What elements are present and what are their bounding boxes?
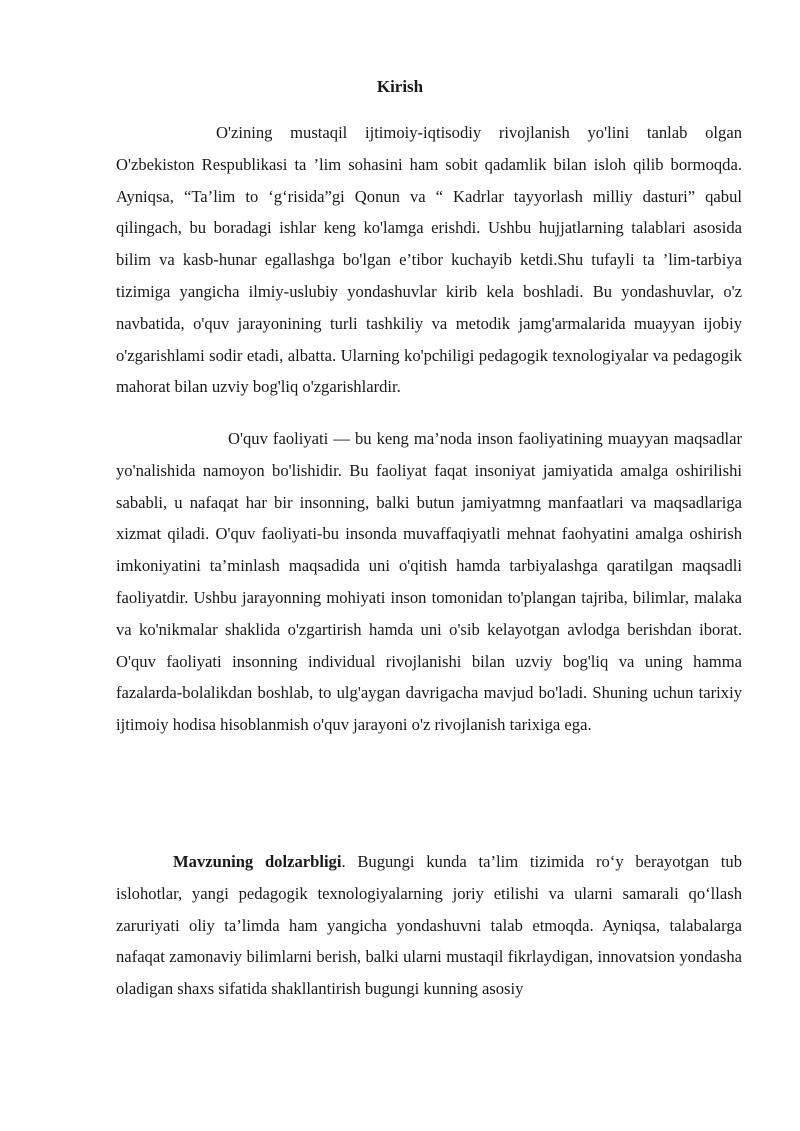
relevance-text: . Bugungi kunda ta’lim tizimida ro‘y berayotgan tub islohotlar, yangi pedagogik texnologiyalarning joriy etilishi va ularni samarali qo‘llash zaruriyati oliy ta’limda ham yangicha yondashuvni talab etmoqda. Ayniqsa, talabalarga nafaqat zamonaviy bilimlarni berish, balki ularni mustaqil fikrlaydigan, innovatsion yondasha oladigan shaxs sifatida shakllantirish bugungi kunning asosiy bbox=[116, 852, 742, 999]
relevance-heading: Mavzuning dolzarbligi bbox=[173, 852, 342, 871]
paragraph-learning-activity: O'quv faoliyati — bu keng ma’noda inson faoliyatining muayyan maqsadlar yo'nalishida namoyon bo'lishidir. Bu faoliyat faqat insoniyat jamiyatida amalga oshirilishi sababli, u nafaqat har bir insonning, balki butun jamiyatmng manfaatlari va maqsadlariga xizmat qiladi. O'quv faoliyati-bu insonda muvaffaqiyatli mehnat faohyatini amalga oshirish imkoniyatini ta’minlash maqsadida uni o'qitish hamda tarbiyalashga qaratilgan maqsadli faoliyatdir. Ushbu jarayonning mohiyati inson tomonidan to'plangan tajriba, bilimlar, malaka va ko'nikmalar shaklida o'zgartirish hamda uni o'sib kelayotgan avlodga berishdan iborat. O'quv faoliyati insonning individual rivojlanishi bilan uzviy bog'liq va uning hamma fazalarda-bolalikdan boshlab, to ulg'aygan davrigacha mavjud bo'ladi. Shuning uchun tarixiy ijtimoiy hodisa hisoblanmish o'quv jarayoni o'z rivojlanish tarixiga ega. bbox=[116, 429, 742, 735]
paragraph-relevance bbox=[116, 846, 742, 1005]
paragraph-intro: O'zining mustaqil ijtimoiy-iqtisodiy rivojlanish yo'lini tanlab olgan O'zbekiston Respublikasi ta ’lim sohasini ham sobit qadamlik bilan isloh qilib bormoqda. Ayniqsa, “Ta’lim to ‘g‘risida”gi Qonun va “ Kadrlar tayyorlash milliy dasturi” qabul qilingach, bu boradagi ishlar keng ko'lamga erishdi. Ushbu hujjatlarning talablari asosida bilim va kasb-hunar egallashga bo'lgan e’tibor kuchayib ketdi.Shu tufayli ta ’lim-tarbiya tizimiga yangicha ilmiy-uslubiy yondashuvlar kirib kela boshladi. Bu yondashuvlar, o'z navbatida, o'quv jarayonining turli tashkiliy va metodik jamg'armalarida muayyan ijobiy o'zgarishlami sodir etadi, albatta. Ularning ko'pchiligi pedagogik texnologiyalar va pedagogik mahorat bilan uzviy bog'liq o'zgarishlardir. bbox=[116, 123, 742, 397]
document-title: Kirish bbox=[376, 77, 424, 96]
